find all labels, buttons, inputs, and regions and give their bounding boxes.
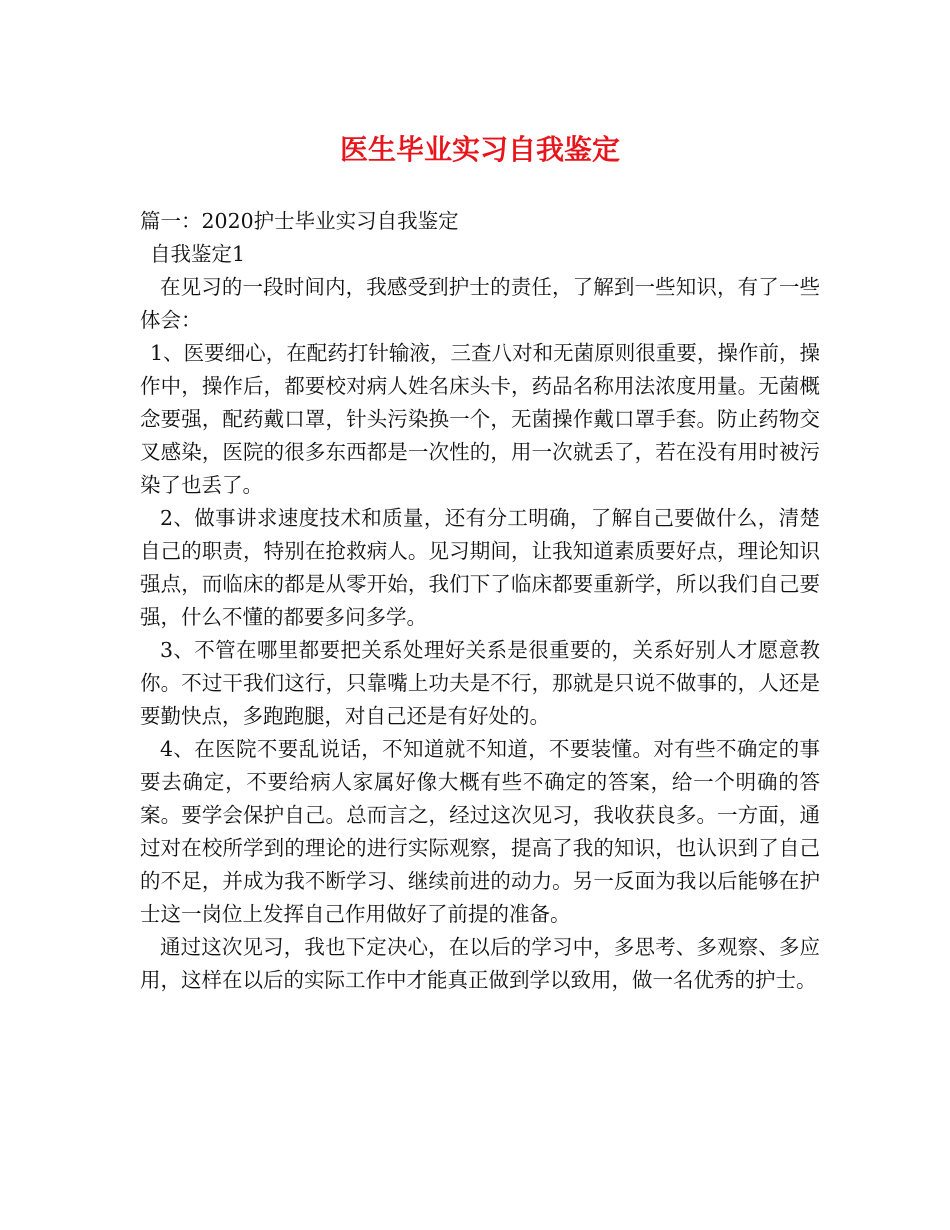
conclusion-paragraph: 通过这次见习，我也下定决心，在以后的学习中，多思考、多观察、多应用，这样在以后的实际工作中才能真正做到学以致用，做一名优秀的护士。 [140,935,820,992]
point-4-paragraph: 4、在医院不要乱说话，不知道就不知道，不要装懂。对有些不确定的事要去确定，不要给病人家属好像大概有些不确定的答案，给一个明确的答案。要学会保护自己。总而言之，经过这次见习，我收获良多。一方面，通过对在校所学到的理论的进行实际观察，提高了我的知识，也认识到了自己的不足，并成为我不断学习、继续前进的动力。另一反面为我以后能够在护士这一岗位上发挥自己作用做好了前提的准备。 [140,737,820,926]
document-body [140,205,820,997]
intro-paragraph: 在见习的一段时间内，我感受到护士的责任，了解到一些知识，有了一些体会： [140,275,820,332]
point-3-paragraph: 3、不管在哪里都要把关系处理好关系是很重要的，关系好别人才愿意教你。不过干我们这行，只靠嘴上功夫是不行，那就是只说不做事的，人还是要勤快点，多跑跑腿，对自己还是有好处的。 [140,638,820,728]
point-2-paragraph: 2、做事讲求速度技术和质量，还有分工明确，了解自己要做什么，清楚自己的职责，特别在抢救病人。见习期间，让我知道素质要好点，理论知识强点，而临床的都是从零开始，我们下了临床都要重新学，所以我们自己要强，什么不懂的都要多问多学。 [140,506,820,629]
point-1-paragraph: 1、医要细心，在配药打针输液，三查八对和无菌原则很重要，操作前，操作中，操作后，都要校对病人姓名床头卡，药品名称用法浓度用量。无菌概念要强，配药戴口罩，针头污染换一个，无菌操作戴口罩手套。防止药物交叉感染，医院的很多东西都是一次性的，用一次就丢了，若在没有用时被污染了也丢了。 [140,341,820,497]
document-title: 医生毕业实习自我鉴定 [339,133,620,166]
section-heading: 篇一：2020护士毕业实习自我鉴定 [140,209,459,233]
subsection-heading: 自我鉴定1 [150,242,246,266]
